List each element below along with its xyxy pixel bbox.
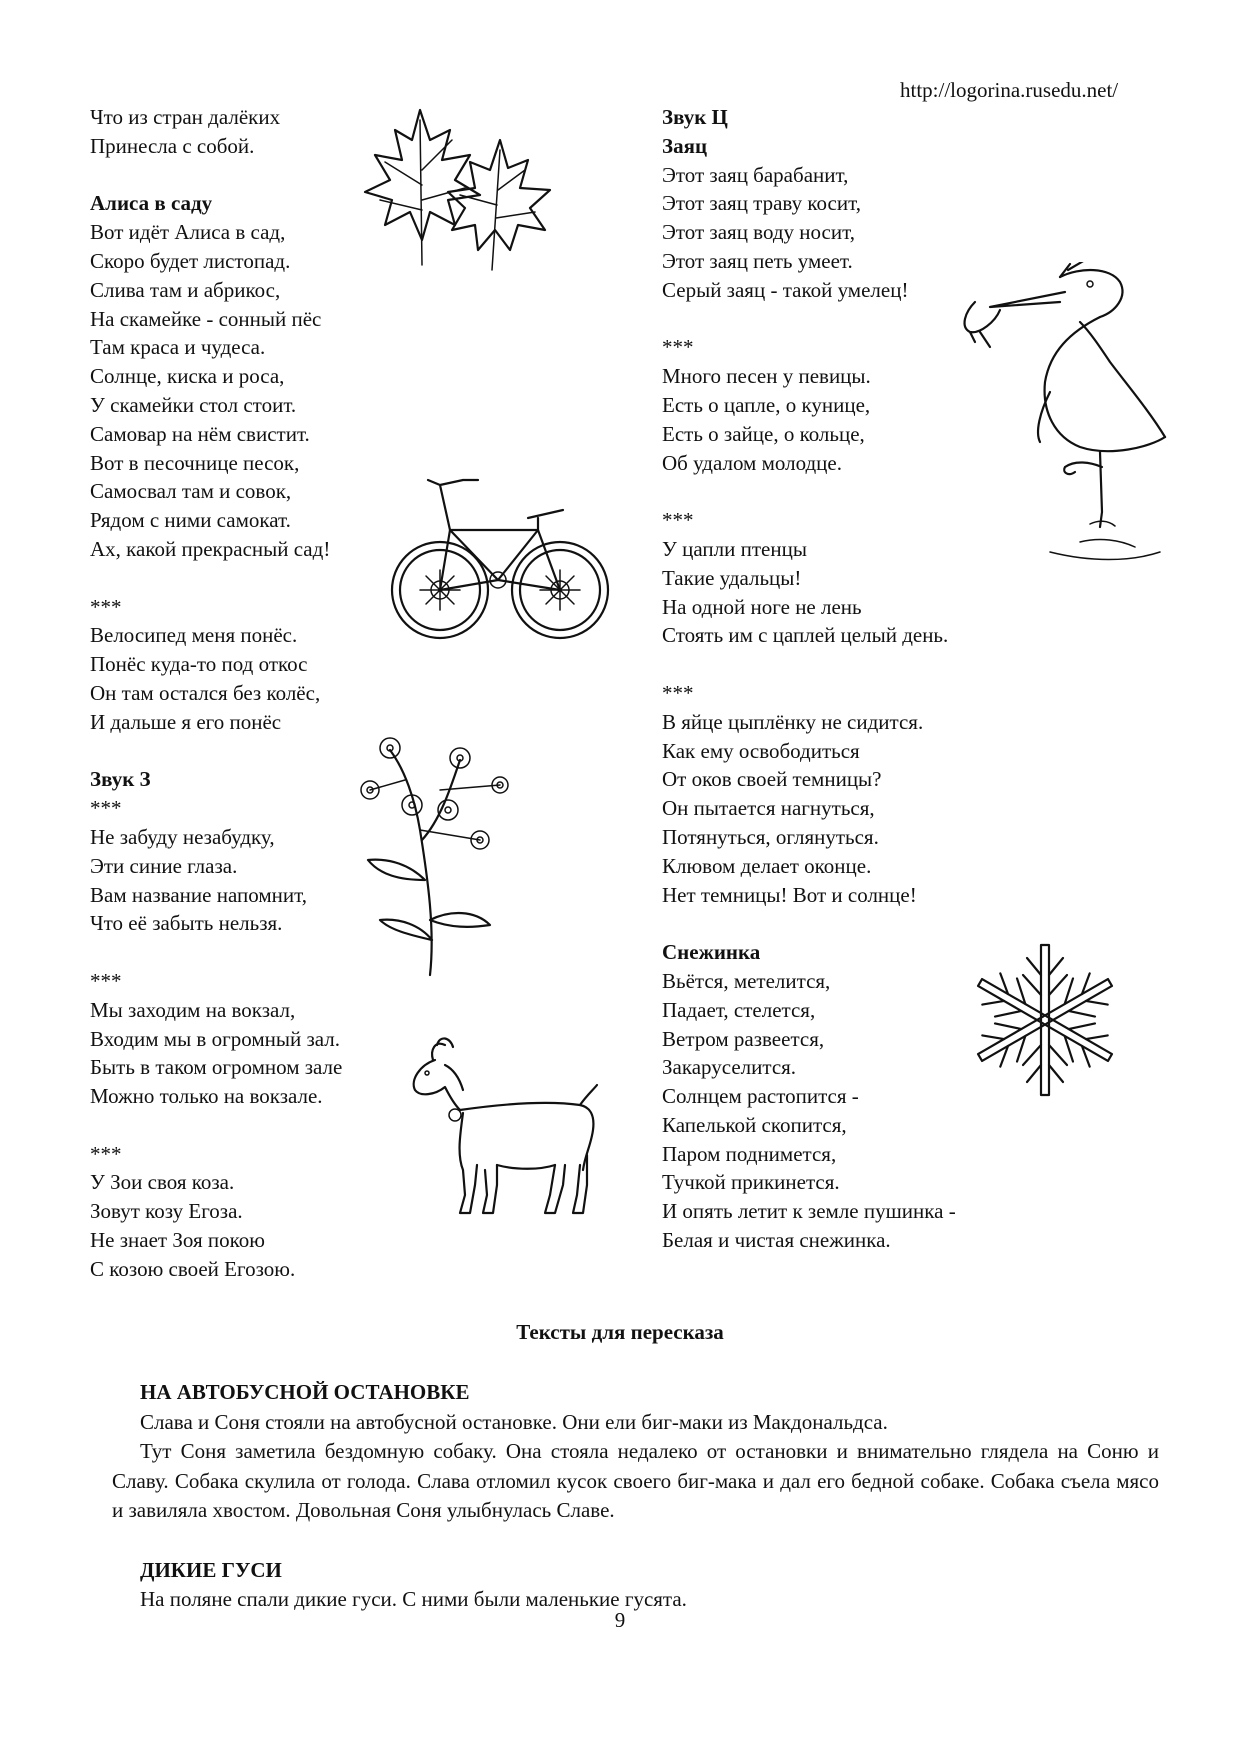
poem-line: Ах, какой прекрасный сад! bbox=[90, 536, 331, 561]
poem-title: Заяц bbox=[662, 133, 708, 158]
story-title: ДИКИЕ ГУСИ bbox=[140, 1557, 282, 1582]
poem-title: Звук З bbox=[90, 767, 151, 792]
poem-line: У цапли птенцы bbox=[662, 536, 807, 561]
poem-line: В яйце цыплёнку не сидится. bbox=[662, 709, 924, 734]
poem-line: Слива там и абрикос, bbox=[90, 277, 281, 302]
poem-line: Вьётся, метелится, bbox=[662, 968, 831, 993]
poem-line: *** bbox=[90, 594, 122, 619]
poem-title: Звук Ц bbox=[662, 105, 728, 129]
poem-line: Стоять им с цаплей целый день. bbox=[662, 623, 949, 648]
poem-title: Снежинка bbox=[662, 940, 761, 965]
poem-line: *** bbox=[90, 796, 122, 821]
stanza-gap bbox=[90, 564, 390, 593]
poem-line: На одной ноге не лень bbox=[662, 594, 862, 619]
maple-leaves-illustration bbox=[360, 100, 560, 275]
poem-line: Мы заходим на вокзал, bbox=[90, 997, 296, 1022]
poem-line: Тучкой прикинется. bbox=[662, 1170, 840, 1195]
poem-line: Этот заяц траву косит, bbox=[662, 191, 861, 216]
poem-line: *** bbox=[662, 680, 694, 705]
poem-line: Можно только на вокзале. bbox=[90, 1084, 323, 1109]
story-title: НА АВТОБУСНОЙ ОСТАНОВКЕ bbox=[140, 1380, 470, 1404]
poem-line: Солнцем растопится - bbox=[662, 1084, 859, 1109]
poem-line: Об удалом молодце. bbox=[662, 450, 842, 475]
poem-line: Там краса и чудеса. bbox=[90, 335, 266, 360]
poem-line: И дальше я его понёс bbox=[90, 709, 282, 734]
retelling-section-title: Тексты для пересказа bbox=[516, 1320, 724, 1344]
poem-line: Серый заяц - такой умелец! bbox=[662, 277, 909, 302]
stanza-gap bbox=[90, 1111, 390, 1140]
poem-line: Что её забыть нельзя. bbox=[90, 911, 283, 936]
stanza-gap bbox=[90, 737, 390, 766]
snowflake-illustration bbox=[955, 935, 1135, 1105]
poem-line: Капелькой скопится, bbox=[662, 1112, 847, 1137]
poem-line: Самосвал там и совок, bbox=[90, 479, 292, 504]
heron-illustration bbox=[950, 262, 1170, 577]
poem-line: Быть в таком огромном зале bbox=[90, 1055, 343, 1080]
poem-line: Рядом с ними самокат. bbox=[90, 508, 291, 533]
poem-line: Вот идёт Алиса в сад, bbox=[90, 220, 286, 245]
poem-line: Он пытается нагнуться, bbox=[662, 796, 875, 821]
poem-line: Понёс куда-то под откос bbox=[90, 652, 308, 677]
poem-line: Входим мы в огромный зал. bbox=[90, 1026, 340, 1051]
poem-line: Этот заяц воду носит, bbox=[662, 220, 855, 245]
poem-line: *** bbox=[662, 335, 694, 360]
forget-me-not-illustration bbox=[350, 730, 535, 980]
poem-line: Падает, стелется, bbox=[662, 997, 816, 1022]
poem-line: Этот заяц барабанит, bbox=[662, 162, 849, 187]
stories-block bbox=[112, 1378, 1159, 1615]
poem-line: И опять летит к земле пушинка - bbox=[662, 1199, 956, 1224]
poem-line: Потянуться, оглянуться. bbox=[662, 824, 879, 849]
poem-line: *** bbox=[662, 508, 694, 533]
poem-line: Закаруселится. bbox=[662, 1055, 797, 1080]
poem-line: Этот заяц петь умеет. bbox=[662, 248, 853, 273]
stanza-gap bbox=[90, 938, 390, 967]
poem-line: Такие удальцы! bbox=[662, 565, 802, 590]
bicycle-illustration bbox=[388, 470, 613, 645]
stanza-gap bbox=[90, 161, 390, 190]
stanza-gap bbox=[662, 650, 1002, 679]
poem-line: Что из стран далёких bbox=[90, 105, 281, 129]
poem-line: От оков своей темницы? bbox=[662, 767, 882, 792]
goat-illustration bbox=[405, 1035, 605, 1225]
poem-line: Ветром развеется, bbox=[662, 1026, 825, 1051]
poem-line: Клювом делает оконце. bbox=[662, 853, 872, 878]
poem-line: Велосипед меня понёс. bbox=[90, 623, 298, 648]
left-column bbox=[90, 103, 390, 1284]
poem-line: У скамейки стол стоит. bbox=[90, 392, 297, 417]
poem-line: На скамейке - сонный пёс bbox=[90, 306, 322, 331]
poem-line: Принесла с собой. bbox=[90, 133, 255, 158]
poem-line: Эти синие глаза. bbox=[90, 853, 238, 878]
page-number: 9 bbox=[614, 1608, 626, 1632]
stanza-gap bbox=[662, 909, 1002, 938]
poem-line: Солнце, киска и роса, bbox=[90, 364, 285, 389]
poem-line: С козою своей Егозою. bbox=[90, 1256, 296, 1281]
poem-line: Белая и чистая снежинка. bbox=[662, 1228, 891, 1253]
story-paragraph: Тут Соня заметила бездомную собаку. Она стояла недалеко от остановки и внимательно глядела на Соню и Славу. Собака скулила от голода. Слава отломил кусок своего биг-мака и дал его бедной собаке. Собака съела мясо и завиляла хвостом. Довольная Соня улыбнулась Славе. bbox=[112, 1439, 1159, 1522]
poem-line: Зовут козу Егоза. bbox=[90, 1199, 243, 1224]
story-paragraph: Слава и Соня стояли на автобусной остановке. Они ели биг-маки из Макдональдса. bbox=[140, 1409, 888, 1434]
poem-line: Паром поднимется, bbox=[662, 1141, 837, 1166]
story-paragraph: На поляне спали дикие гуси. С ними были маленькие гусята. bbox=[140, 1587, 687, 1611]
poem-line: У Зои своя коза. bbox=[90, 1170, 235, 1195]
poem-line: Есть о зайце, о кольце, bbox=[662, 421, 865, 446]
poem-line: Не знает Зоя покою bbox=[90, 1228, 265, 1253]
header-url: http://logorina.rusedu.net/ bbox=[900, 78, 1119, 102]
poem-line: *** bbox=[90, 968, 122, 993]
poem-line: Скоро будет листопад. bbox=[90, 248, 291, 273]
poem-line: Самовар на нём свистит. bbox=[90, 421, 310, 446]
poem-line: *** bbox=[90, 1141, 122, 1166]
poem-line: Нет темницы! Вот и солнце! bbox=[662, 882, 917, 907]
poem-title: Алиса в саду bbox=[90, 191, 213, 216]
poem-line: Есть о цапле, о кунице, bbox=[662, 392, 871, 417]
poem-line: Вот в песочнице песок, bbox=[90, 450, 300, 475]
poem-line: Не забуду незабудку, bbox=[90, 824, 275, 849]
poem-line: Как ему освободиться bbox=[662, 738, 860, 763]
poem-line: Много песен у певицы. bbox=[662, 364, 871, 389]
poem-line: Вам название напомнит, bbox=[90, 882, 307, 907]
poem-line: Он там остался без колёс, bbox=[90, 680, 321, 705]
